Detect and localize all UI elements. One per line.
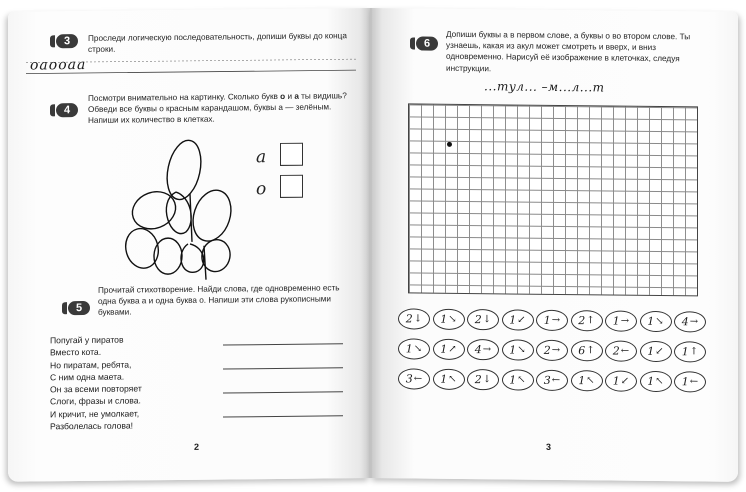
direction-arrow-icon: ← <box>689 376 699 388</box>
instruction-step-count: 1 <box>440 342 448 356</box>
poem-line: Попугай у пиратов <box>50 334 124 346</box>
direction-arrow-icon: → <box>551 344 561 356</box>
instruction-chip <box>398 338 430 359</box>
direction-arrow-icon: ↑ <box>586 315 595 327</box>
direction-arrow-icon: → <box>689 316 699 328</box>
instruction-chip <box>640 341 672 362</box>
instruction-chip <box>571 310 603 331</box>
instruction-chip <box>433 369 465 390</box>
instruction-step-count: 2 <box>578 314 586 328</box>
direction-arrow-icon: → <box>620 315 630 327</box>
page-number-right: 3 <box>546 441 552 452</box>
direction-arrow-icon: ↘ <box>413 343 423 355</box>
instruction-chip <box>502 309 534 330</box>
task-6-badge: 6 <box>416 36 438 50</box>
direction-arrow-icon: ← <box>620 345 630 357</box>
direction-arrow-icon: ↖ <box>655 375 664 388</box>
task-3-handwriting: оаооаа <box>30 56 87 74</box>
answer-line[interactable] <box>223 343 343 345</box>
instruction-chip <box>605 310 637 331</box>
instruction-chip <box>467 369 499 390</box>
instruction-step-count: 2 <box>543 343 551 357</box>
left-page <box>8 8 370 482</box>
task-4-text: Посмотри внимательно на картинку. Сколько букв о и а ты видишь? Обведи все буквы о красным карандашом, буквы а — зелёным. Напиши их количество в клетках. <box>88 91 347 126</box>
poem-line: Слоги, фразы и слова. <box>50 395 141 407</box>
instruction-step-count: 2 <box>474 313 482 327</box>
count-box-a[interactable] <box>280 143 303 166</box>
instruction-chip <box>398 308 430 329</box>
box-o-label: о <box>256 179 267 200</box>
direction-arrow-icon: ← <box>413 373 423 385</box>
direction-arrow-icon: → <box>482 344 492 356</box>
box-a-label: а <box>256 147 267 168</box>
instruction-chip <box>467 339 499 360</box>
instruction-step-count: 1 <box>509 313 517 327</box>
task-5-badge: 5 <box>68 301 90 315</box>
instruction-chip <box>536 370 568 391</box>
direction-arrow-icon: ↓ <box>413 313 423 325</box>
poem-line: С ним одна маета. <box>50 371 125 383</box>
instruction-step-count: 1 <box>509 343 517 357</box>
direction-arrow-icon: ↖ <box>448 373 457 385</box>
task-6-handwriting: ...тул... –м...л...т <box>484 79 605 95</box>
instruction-chip <box>605 370 637 391</box>
poem-line: Вместо кота. <box>50 347 102 358</box>
instruction-chip <box>605 340 637 361</box>
instruction-step-count: 1 <box>578 374 586 388</box>
poem-line: Но пиратам, ребята, <box>50 359 132 370</box>
instruction-step-count: 4 <box>474 343 482 357</box>
instruction-chip <box>467 309 499 330</box>
direction-arrow-icon: ↘ <box>448 313 457 325</box>
direction-arrow-icon: ↙ <box>517 314 526 326</box>
tangled-letters-picture <box>116 131 246 284</box>
direction-arrow-icon: ↖ <box>517 374 526 386</box>
instruction-chip <box>674 341 706 362</box>
task-6-text: Допиши буквы а в первом слове, а буквы о во втором слове. Ты узнаешь, какая из акул может смотреть и вверх, и вниз одновременно. Нарисуй её изображение в клеточках, следуя инструкции. <box>446 29 691 73</box>
poem-line: И кричит, не умолкает, <box>50 408 140 420</box>
page-number-left: 2 <box>194 441 200 452</box>
start-dot <box>447 142 452 147</box>
instruction-chips <box>398 308 708 401</box>
instruction-chip <box>571 340 603 361</box>
instruction-step-count: 1 <box>440 372 448 386</box>
instruction-chip <box>433 339 465 360</box>
instruction-chip <box>640 371 672 392</box>
instruction-chip <box>674 371 706 392</box>
instruction-chip <box>433 309 465 330</box>
direction-arrow-icon: → <box>551 314 561 326</box>
instruction-step-count: 6 <box>578 344 586 358</box>
direction-arrow-icon: ↘ <box>517 344 526 356</box>
instruction-step-count: 2 <box>612 344 620 358</box>
answer-line[interactable] <box>223 415 343 417</box>
instruction-step-count: 1 <box>612 374 620 388</box>
direction-arrow-icon: ↘ <box>655 315 664 328</box>
direction-arrow-icon: ↙ <box>620 375 630 387</box>
instruction-step-count: 1 <box>681 345 689 359</box>
instruction-step-count: 1 <box>405 342 413 356</box>
poem <box>50 333 142 432</box>
instruction-step-count: 1 <box>647 314 655 328</box>
direction-arrow-icon: ↓ <box>482 374 492 386</box>
instruction-step-count: 3 <box>405 372 413 386</box>
task-3-badge: 3 <box>56 34 78 48</box>
instruction-chip <box>674 311 706 332</box>
instruction-step-count: 1 <box>647 344 655 358</box>
instruction-chip <box>571 370 603 391</box>
direction-arrow-icon: ↓ <box>482 314 492 326</box>
direction-arrow-icon: ↑ <box>586 345 595 357</box>
instruction-chip <box>640 311 672 332</box>
instruction-chip <box>536 310 568 331</box>
poem-line: Он за всеми повторяет <box>50 383 142 395</box>
instruction-step-count: 2 <box>474 373 482 387</box>
instruction-step-count: 1 <box>440 312 448 326</box>
drawing-grid[interactable] <box>408 103 698 296</box>
poem-line: Разболелась голова! <box>50 420 134 432</box>
instruction-step-count: 3 <box>543 373 551 387</box>
right-page <box>370 8 738 482</box>
instruction-chip <box>502 339 534 360</box>
task-3-text: Проследи логическую последовательность, допиши буквы до конца строки. <box>88 31 347 55</box>
instruction-step-count: 1 <box>612 314 620 328</box>
answer-line[interactable] <box>223 391 343 393</box>
direction-arrow-icon: ↖ <box>586 375 595 387</box>
instruction-step-count: 1 <box>647 374 655 388</box>
task-4-badge: 4 <box>56 103 78 117</box>
instruction-step-count: 1 <box>681 375 689 389</box>
direction-arrow-icon: ↗ <box>448 343 457 355</box>
workbook-spread <box>8 8 738 484</box>
answer-line[interactable] <box>223 367 343 369</box>
instruction-step-count: 4 <box>681 315 689 329</box>
instruction-step-count: 1 <box>509 373 517 387</box>
instruction-chip <box>502 369 534 390</box>
direction-arrow-icon: ↑ <box>689 346 699 358</box>
direction-arrow-icon: ← <box>551 374 561 386</box>
instruction-chip <box>536 340 568 361</box>
instruction-step-count: 1 <box>543 313 551 327</box>
instruction-step-count: 2 <box>405 312 413 326</box>
direction-arrow-icon: ↙ <box>655 345 664 358</box>
count-box-o[interactable] <box>280 175 303 198</box>
instruction-chip <box>398 368 430 389</box>
task-5-text: Прочитай стихотворение. Найди слова, где одновременно есть одна буква а и одна буква о. Напиши эти слова рукописными буквами. <box>98 283 340 318</box>
